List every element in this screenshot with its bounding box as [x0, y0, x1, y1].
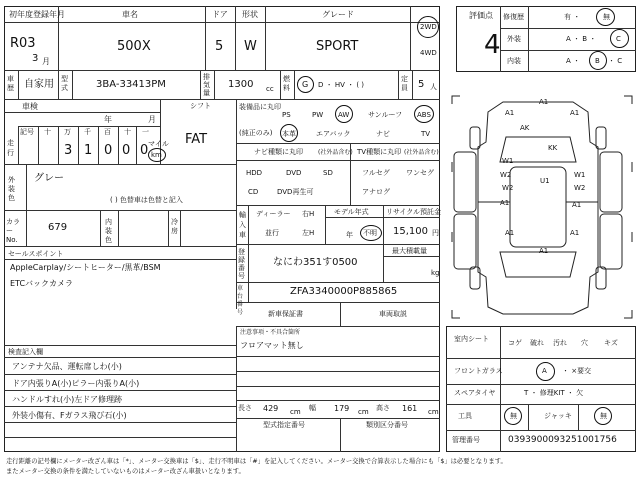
- fuel-options: D ・ HV ・ ( ): [318, 81, 365, 89]
- divider: [280, 70, 281, 99]
- tv-note: (社外品含む): [404, 149, 439, 156]
- inspection-notes-label: 検査記入欄: [8, 348, 43, 356]
- navi-sd: SD: [323, 169, 333, 177]
- equipment-sublabel: (純正のみ): [239, 129, 273, 137]
- divider: [4, 99, 440, 100]
- divider: [340, 302, 341, 326]
- width-value: 179: [334, 404, 350, 413]
- divider: [446, 384, 636, 385]
- damage-mark: W2: [574, 184, 586, 192]
- divider: [72, 70, 73, 99]
- digit-header: 千: [84, 128, 91, 136]
- spare-tire-options: T ・ 修理KIT ・ 欠: [524, 389, 584, 397]
- color-code-label: カラーNo.: [6, 218, 20, 244]
- divider: [265, 6, 266, 70]
- divider: [236, 400, 440, 401]
- import-dealer: ディーラー: [256, 210, 291, 218]
- exterior-options: A ・ B ・: [566, 35, 597, 43]
- repair-value: 無: [603, 13, 610, 21]
- model-year-unknown: 不明: [363, 229, 377, 237]
- ruled-line: [236, 371, 440, 372]
- equip-aw: AW: [338, 111, 350, 119]
- type-no-label: 型式指定番号: [263, 421, 305, 429]
- divider: [4, 22, 440, 23]
- damage-mark: A1: [500, 199, 510, 207]
- tools-label: 工具: [458, 412, 472, 420]
- digit-divider: [58, 126, 59, 164]
- front-glass-label: フロントガラス: [454, 367, 503, 375]
- color-value: グレー: [34, 173, 64, 184]
- digit-divider: [38, 126, 39, 164]
- divider: [180, 210, 181, 246]
- damage-mark: A1: [505, 109, 515, 117]
- fuel-g: G: [302, 80, 309, 89]
- interior-label: 内装: [507, 57, 521, 65]
- damage-mark: A1: [505, 229, 515, 237]
- recycle-value: 15,100: [393, 226, 428, 237]
- cc-unit: cc: [266, 85, 274, 93]
- inspection-year: 年: [104, 115, 112, 124]
- navi-dvd-play: DVD再生可: [277, 188, 314, 196]
- divider: [383, 244, 384, 282]
- divider: [410, 6, 411, 70]
- equipment-label: 装備品に丸印: [239, 103, 281, 111]
- divider: [4, 259, 236, 260]
- reg-year-label: 初年度登録年月: [9, 10, 65, 19]
- height-value: 161: [402, 404, 418, 413]
- inspection-line-4: 外装小傷有、Fガラス飛び石(小): [12, 411, 127, 420]
- inspection-line-1: アンテナ欠品、運転席しわ(小): [12, 362, 122, 371]
- ruled-line: [4, 437, 236, 438]
- equip-navi: ナビ: [376, 130, 390, 138]
- seat-opt-hole: 穴: [581, 339, 588, 347]
- footer-line-2: またメーター交換の条件を満たしていないものはメーター改ざん車扱いとなります。: [6, 468, 245, 475]
- tools-value: 無: [510, 412, 517, 420]
- mile-label: マイル: [148, 140, 169, 148]
- divider: [4, 70, 440, 71]
- inspection-label: 車検: [22, 102, 38, 111]
- length-label: 長さ: [238, 404, 252, 412]
- divider: [340, 418, 341, 452]
- divider: [18, 126, 160, 127]
- divider: [500, 50, 636, 51]
- sales-point-2: ETCバックカメラ: [10, 279, 74, 288]
- km-unit: km: [151, 151, 162, 159]
- import-label: 輸入車: [239, 211, 246, 239]
- registration-label: 登録番号: [238, 248, 245, 280]
- management-number: 0393900093251001756: [508, 435, 617, 445]
- divider: [236, 99, 237, 309]
- damage-mark: U1: [540, 177, 550, 185]
- shift-label: シフト: [190, 102, 211, 110]
- width-label: 幅: [309, 404, 316, 412]
- displacement-value: 1300: [228, 79, 254, 90]
- divider: [4, 357, 236, 358]
- divider: [168, 210, 169, 246]
- equip-ps: PS: [282, 111, 291, 119]
- equip-airbag: エアバック: [316, 130, 351, 138]
- reg-month: 3: [32, 53, 39, 64]
- type-value: 3BA-33413PM: [96, 79, 166, 90]
- digit-header: 一: [142, 128, 149, 136]
- car-outline-icon: [448, 92, 638, 322]
- divider: [4, 164, 236, 165]
- digit-header: 十: [44, 128, 51, 136]
- max-load-unit: kg: [431, 269, 440, 277]
- seat-opt-stain: 汚れ: [553, 339, 567, 347]
- shape-label: 形状: [242, 10, 258, 19]
- equip-leather: 本革: [282, 130, 296, 138]
- divider: [412, 70, 413, 99]
- seat-opt-scratch: キズ: [604, 339, 618, 347]
- divider: [58, 70, 59, 99]
- chassis-number: ZFA3340000P885865: [290, 286, 398, 297]
- run-label: 走行: [7, 139, 14, 157]
- digit-divider: [136, 126, 137, 164]
- interior-value: B: [595, 57, 600, 65]
- divider: [26, 164, 27, 246]
- divider: [236, 160, 440, 161]
- divider: [446, 404, 636, 405]
- front-glass-options: ・ ×要交: [562, 367, 592, 375]
- divider: [248, 205, 249, 244]
- digit-divider: [98, 126, 99, 164]
- damage-mark: W2: [500, 171, 512, 179]
- exterior-value: C: [616, 35, 621, 43]
- divider: [214, 70, 215, 99]
- divider: [18, 126, 19, 164]
- import-left: 左H: [302, 229, 315, 237]
- type-label: 型式: [61, 75, 68, 92]
- mileage-digit: 0: [104, 143, 113, 158]
- import-parallel: 並行: [265, 229, 279, 237]
- length-unit: cm: [290, 408, 301, 416]
- color-code: 679: [48, 222, 68, 233]
- mileage-digit: 1: [84, 143, 93, 158]
- car-diagram: [448, 92, 638, 322]
- manual-label: 車両取説: [379, 310, 407, 318]
- divider: [383, 205, 384, 244]
- seat-opt-tear: 破れ: [530, 339, 544, 347]
- seat-opt-burn: コゲ: [508, 339, 522, 347]
- history-label: 車歴: [7, 75, 14, 92]
- class-no-label: 類別区分番号: [366, 421, 408, 429]
- ruled-line: [4, 374, 236, 375]
- damage-mark: A1: [539, 247, 549, 255]
- registration-plate: なにわ351す0500: [273, 257, 358, 268]
- damage-mark: KK: [548, 144, 558, 152]
- equip-pw: PW: [312, 111, 324, 119]
- divider: [236, 302, 440, 303]
- divider: [205, 6, 206, 70]
- repair-options: 有 ・: [564, 13, 581, 21]
- door-label: ドア: [212, 10, 228, 19]
- divider: [18, 70, 19, 99]
- warranty-label: 新車保証書: [268, 310, 303, 318]
- digit-divider: [78, 126, 79, 164]
- max-load-label: 最大積載量: [392, 247, 427, 255]
- chassis-label: 車台番号: [237, 285, 244, 316]
- divider: [236, 282, 440, 283]
- divider: [325, 205, 326, 244]
- divider: [236, 326, 237, 400]
- ruled-line: [4, 406, 236, 407]
- interior-options-a: A ・: [566, 57, 581, 65]
- tv-label: TV種類に丸印: [357, 148, 402, 156]
- divider: [294, 70, 295, 99]
- capacity-unit: 人: [430, 83, 437, 91]
- model-year-label: モデル年式: [334, 208, 369, 216]
- digit-header: 十: [124, 128, 131, 136]
- equip-tv: TV: [421, 130, 431, 138]
- interior-color-label: 内装色: [105, 218, 112, 244]
- damage-mark: W2: [502, 184, 514, 192]
- body-shape: W: [244, 39, 257, 54]
- score-label: 評価点: [469, 11, 493, 20]
- capacity-label: 定員: [401, 75, 408, 92]
- tv-analog: アナログ: [362, 188, 390, 196]
- management-label: 管理番号: [452, 436, 480, 444]
- tv-fullseg: フルセグ: [362, 169, 390, 177]
- cooling-label: 冷房: [171, 218, 178, 235]
- month-unit: 月: [42, 57, 50, 66]
- divider: [446, 358, 636, 359]
- damage-mark: W1: [502, 157, 514, 165]
- mileage-digit: 3: [64, 143, 73, 158]
- inspection-month: 月: [148, 115, 156, 124]
- divider: [325, 217, 440, 218]
- damage-mark: A1: [570, 229, 580, 237]
- displacement-label: 排気量: [203, 73, 210, 97]
- navi-dvd: DVD: [286, 169, 302, 177]
- grade-label: グレード: [322, 10, 354, 19]
- damage-mark: A1: [570, 109, 580, 117]
- digit-divider: [118, 126, 119, 164]
- mileage-digit: 0: [140, 143, 149, 158]
- digit-header: 百: [104, 128, 111, 136]
- digit-header: 記号: [20, 128, 34, 136]
- divider: [528, 6, 529, 72]
- tv-oneseg: ワンセグ: [406, 169, 434, 177]
- navi-hdd: HDD: [246, 169, 263, 177]
- divider: [578, 404, 579, 430]
- divider: [200, 70, 201, 99]
- recycle-yen: 円: [432, 229, 439, 237]
- reg-year: R03: [10, 36, 36, 51]
- ruled-line: [4, 422, 236, 423]
- divider: [235, 6, 236, 70]
- fuel-label: 燃料: [283, 75, 290, 92]
- inspection-line-3: ハンドルすれ(小)左ドア修理跡: [12, 395, 123, 404]
- height-unit: cm: [428, 408, 439, 416]
- inspection-line-2: ドア内張りA(小)ピラー内張りA(小): [12, 379, 140, 388]
- divider: [398, 70, 399, 99]
- color-label: 外装色: [8, 176, 15, 202]
- divider: [500, 326, 501, 452]
- equip-abs: ABS: [417, 111, 431, 119]
- divider: [4, 210, 236, 211]
- divider: [236, 418, 440, 419]
- damage-mark: AK: [520, 124, 530, 132]
- score-value: 4: [484, 30, 501, 60]
- divider: [236, 205, 440, 206]
- mileage-digit: 0: [122, 143, 131, 158]
- navi-cd: CD: [248, 188, 259, 196]
- digit-header: 万: [64, 128, 71, 136]
- damage-mark: W1: [574, 171, 586, 179]
- damage-mark: A1: [572, 201, 582, 209]
- model-year-unit: 年: [346, 231, 353, 239]
- usage-value: 自家用: [24, 79, 54, 90]
- divider: [446, 430, 636, 431]
- note-1: フロアマット無し: [240, 341, 304, 350]
- navi-note: (社外品含む): [318, 149, 353, 156]
- divider: [236, 400, 237, 452]
- divider: [100, 210, 101, 246]
- ruled-line: [236, 356, 440, 357]
- width-unit: cm: [358, 408, 369, 416]
- divider: [528, 404, 529, 430]
- damage-mark: A1: [539, 98, 549, 106]
- divider: [4, 246, 236, 247]
- length-value: 429: [263, 404, 279, 413]
- import-right: 右H: [302, 210, 315, 218]
- navi-label: ナビ種類に丸印: [254, 148, 303, 156]
- divider: [236, 326, 440, 327]
- door-count: 5: [215, 39, 224, 54]
- exterior-label: 外装: [507, 35, 521, 43]
- divider: [118, 210, 119, 246]
- shift-value: FAT: [185, 132, 208, 147]
- jack-value: 無: [600, 412, 607, 420]
- notes-label: 注意事項・不具合箇所: [240, 329, 301, 336]
- recycle-label: リサイクル預託金: [386, 208, 442, 216]
- ruled-line: [4, 390, 236, 391]
- divider: [4, 112, 160, 113]
- equip-sunroof: サンルーフ: [368, 111, 403, 119]
- interior-options-c: ・ C: [608, 57, 623, 65]
- repair-label: 修復歴: [503, 13, 524, 21]
- model-label: 車名: [122, 10, 138, 19]
- divider: [4, 345, 236, 346]
- capacity-value: 5: [418, 79, 425, 90]
- sales-point-1: AppleCarplay/シートヒーター/黒革/BSM: [10, 263, 161, 272]
- model-name: 500X: [117, 39, 151, 54]
- footer-line-1: 走行距離の記号欄にメーター改ざん車は「*」、メーター交換車は「$」、走行不明車は「#」を記入してください。メーター交換で合算表示した場合にも「$」は必要となります。: [6, 458, 507, 465]
- front-glass-value: A: [542, 367, 547, 375]
- divider: [236, 143, 440, 144]
- divider: [248, 244, 249, 302]
- ruled-line: [236, 386, 440, 387]
- color-note: ( ) 色替車は色替と記入: [110, 196, 183, 204]
- jack-label: ジャッキ: [544, 412, 572, 420]
- sales-points-label: セールスポイント: [8, 250, 64, 258]
- divider: [383, 256, 440, 257]
- seat-label: 室内シート: [454, 335, 489, 343]
- height-label: 高さ: [376, 404, 390, 412]
- drive-4wd: 4WD: [420, 49, 437, 57]
- grade-value: SPORT: [316, 39, 359, 54]
- divider: [236, 244, 440, 245]
- spare-tire-label: スペアタイヤ: [454, 389, 496, 397]
- drive-2wd: 2WD: [420, 23, 437, 31]
